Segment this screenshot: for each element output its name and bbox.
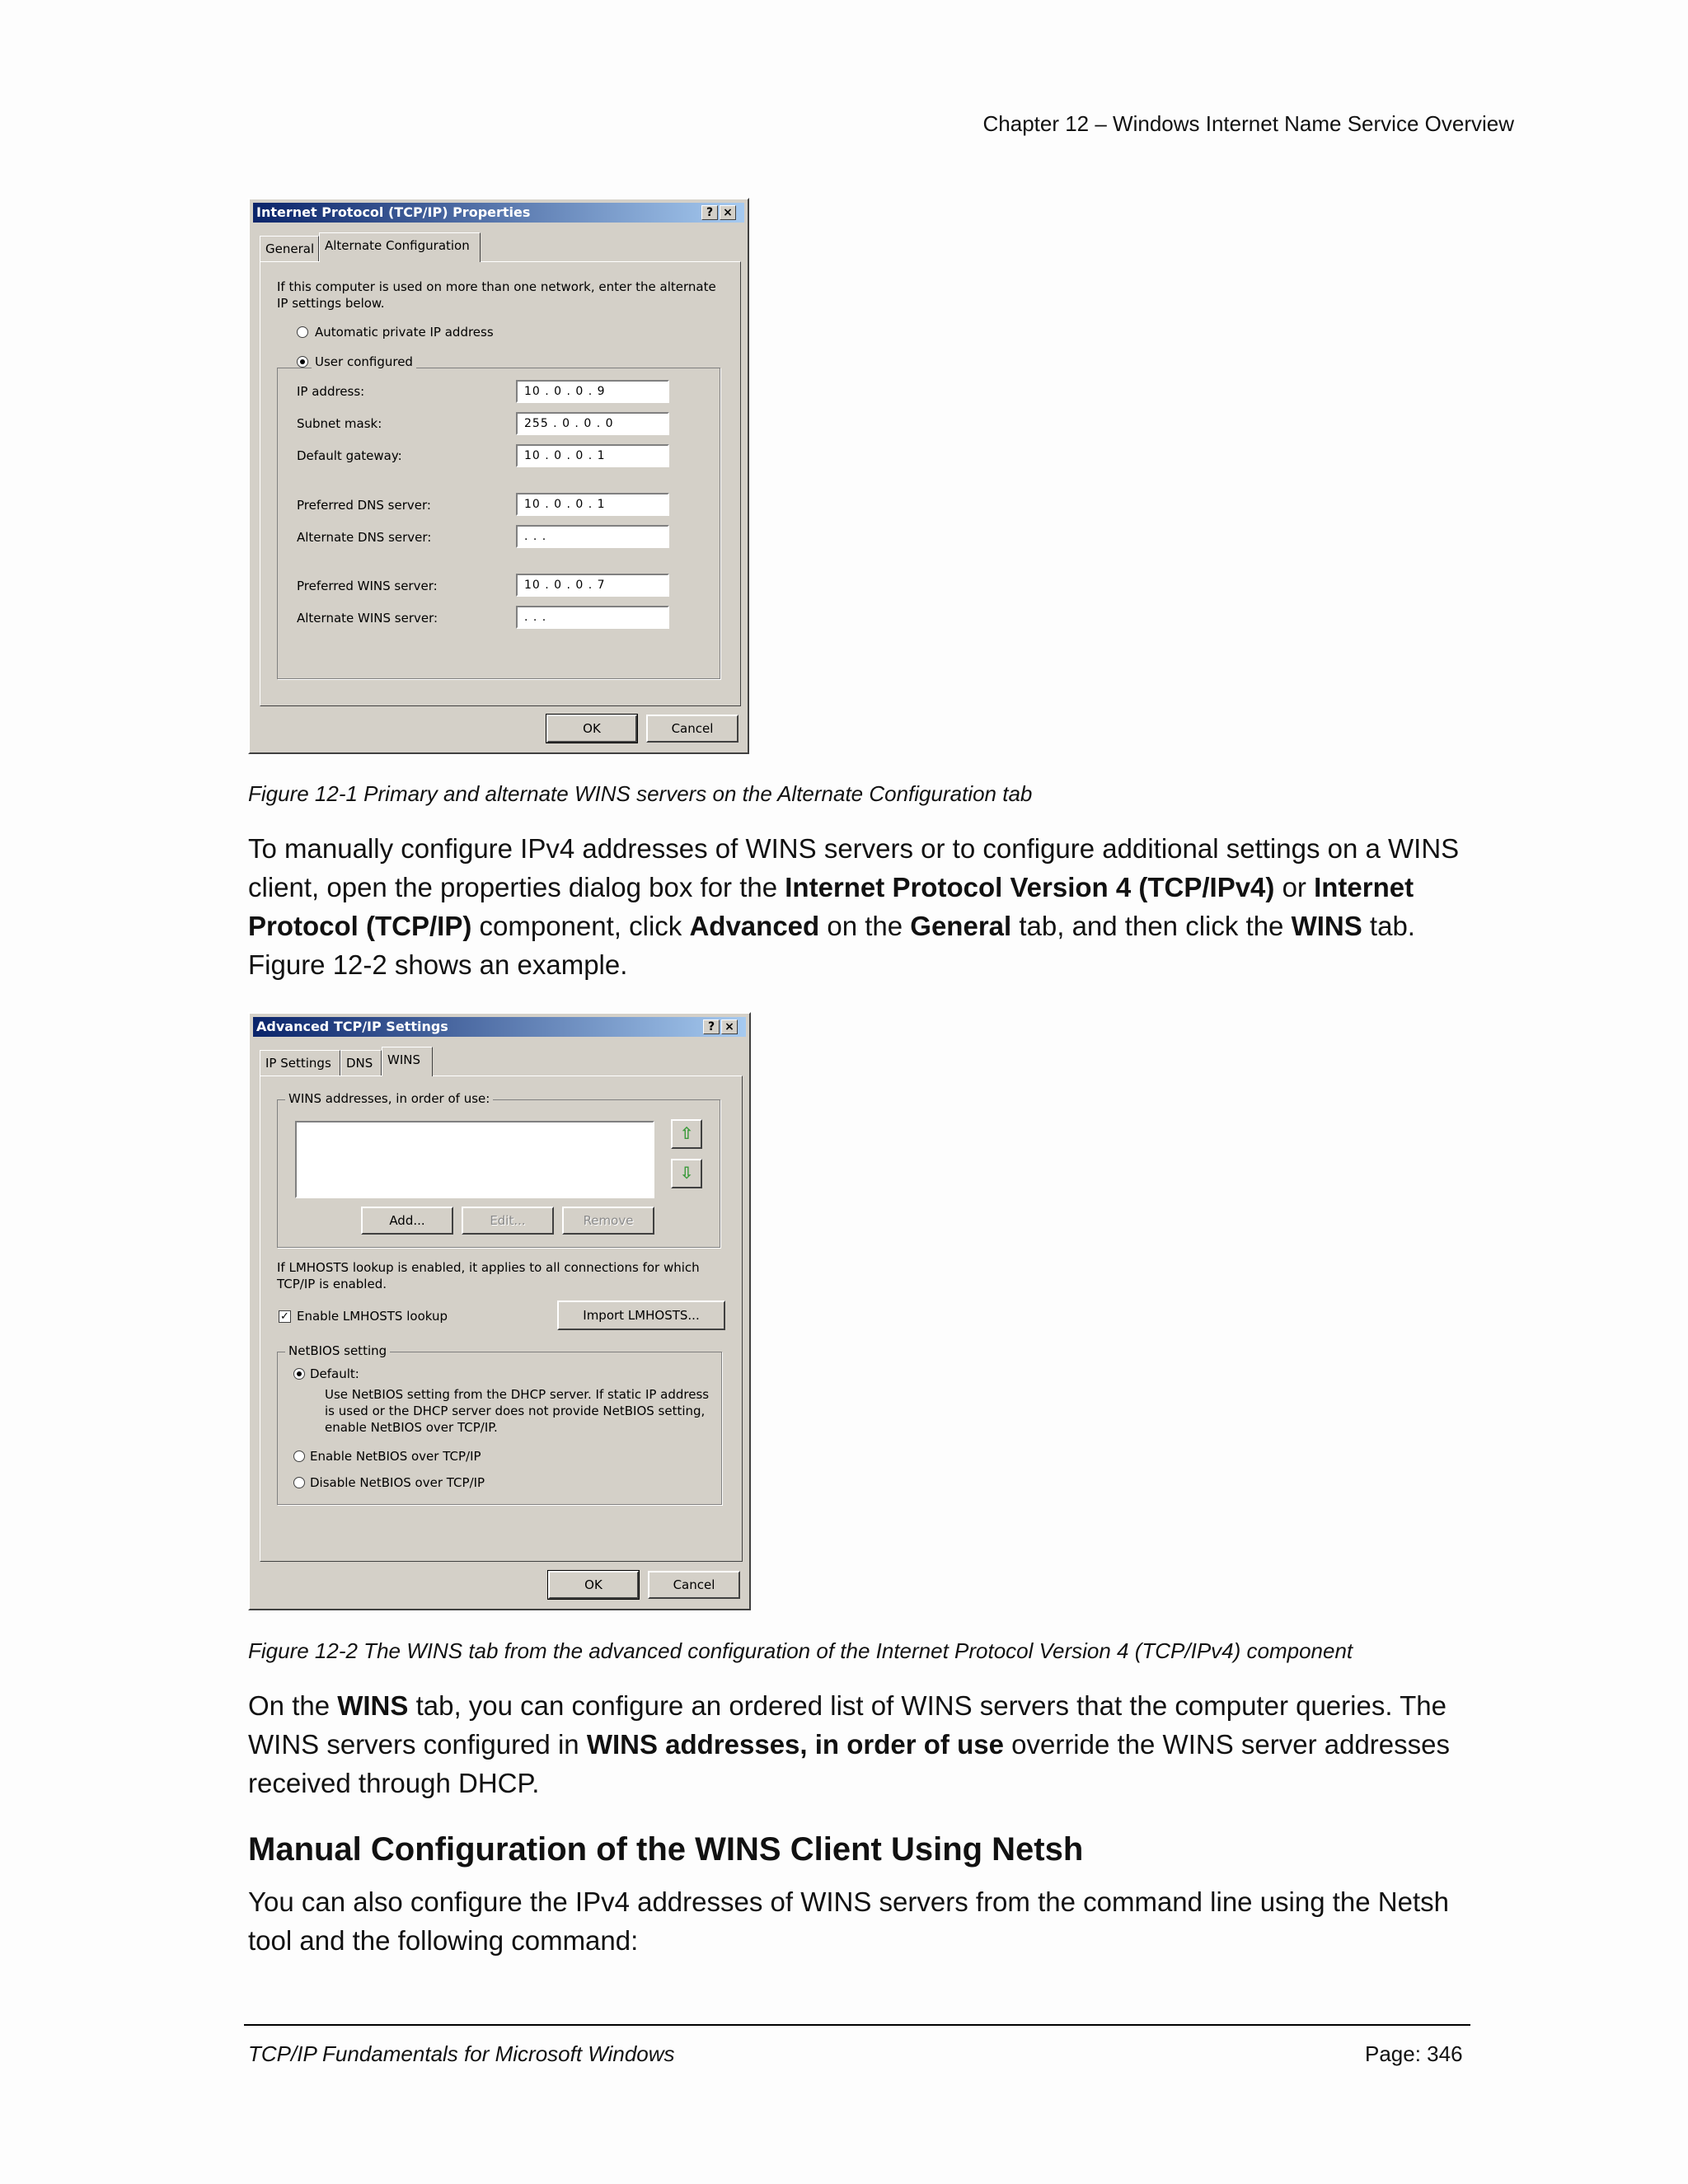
- edit-button[interactable]: Edit...: [462, 1207, 554, 1235]
- tab-ip-settings[interactable]: IP Settings: [260, 1050, 340, 1076]
- para1-bold-general: General: [910, 911, 1012, 941]
- import-lmhosts-button[interactable]: Import LMHOSTS...: [557, 1301, 725, 1330]
- enable-netbios-radio[interactable]: [293, 1451, 305, 1462]
- section-heading: Manual Configuration of the WINS Client Using Netsh: [248, 1831, 1084, 1868]
- default-gateway-field[interactable]: 10 . 0 . 0 . 1: [516, 444, 669, 467]
- lmhosts-note: If LMHOSTS lookup is enabled, it applies to all connections for which TCP/IP is enabled.: [277, 1260, 700, 1291]
- dialog-titlebar: [253, 1017, 746, 1037]
- chapter-header: Chapter 12 – Windows Internet Name Service Overview: [982, 111, 1514, 136]
- ok-button[interactable]: OK: [548, 1571, 639, 1599]
- para1-bold-tcpip: Internet Protocol (TCP/IP): [248, 872, 1414, 941]
- disable-netbios-label: Disable NetBIOS over TCP/IP: [310, 1475, 485, 1490]
- wins-addresses-legend: WINS addresses, in order of use:: [285, 1091, 493, 1106]
- para2-text: On the: [248, 1690, 338, 1721]
- paragraph-wins-tab: [248, 1686, 1484, 1802]
- enable-lmhosts-checkbox[interactable]: ✓: [279, 1310, 291, 1323]
- remove-button[interactable]: Remove: [562, 1207, 654, 1235]
- tcpip-properties-dialog: [248, 198, 749, 754]
- subnet-mask-field[interactable]: 255 . 0 . 0 . 0: [516, 412, 669, 435]
- para2-text: override the WINS server addresses received through DHCP.: [248, 1729, 1450, 1798]
- wins-addresses-list[interactable]: [295, 1121, 654, 1198]
- move-down-arrow-icon[interactable]: ⇩: [671, 1159, 702, 1188]
- enable-lmhosts-label: Enable LMHOSTS lookup: [297, 1309, 448, 1324]
- close-button[interactable]: ×: [720, 205, 736, 220]
- figure-caption-2: Figure 12-2 The WINS tab from the advanced configuration of the Internet Protocol Version 4 (TCP/IPv4) component: [248, 1638, 1353, 1663]
- dialog-title: Internet Protocol (TCP/IP) Properties: [256, 204, 531, 220]
- para1-bold-wins: WINS: [1291, 911, 1362, 941]
- ip-address-field[interactable]: 10 . 0 . 0 . 9: [516, 380, 669, 403]
- close-button[interactable]: ×: [721, 1019, 738, 1034]
- preferred-dns-label: Preferred DNS server:: [297, 498, 431, 513]
- add-button[interactable]: Add...: [361, 1207, 453, 1235]
- netbios-default-label: Default:: [310, 1366, 359, 1381]
- tab-panel: [260, 261, 741, 706]
- advanced-tcpip-settings-dialog: [248, 1012, 751, 1610]
- netbios-default-radio[interactable]: [293, 1368, 305, 1380]
- dialog-titlebar: [253, 203, 744, 223]
- default-gateway-label: Default gateway:: [297, 448, 402, 463]
- alternate-wins-field[interactable]: . . .: [516, 606, 669, 629]
- subnet-mask-label: Subnet mask:: [297, 416, 382, 431]
- move-up-arrow-icon[interactable]: ⇧: [671, 1119, 702, 1149]
- help-button[interactable]: ?: [701, 205, 718, 220]
- preferred-dns-field[interactable]: 10 . 0 . 0 . 1: [516, 493, 669, 516]
- footer-page-number: Page: 346: [1365, 2041, 1463, 2066]
- footer-book-title: TCP/IP Fundamentals for Microsoft Windows: [248, 2041, 675, 2066]
- user-configured-label: User configured: [312, 354, 416, 369]
- disable-netbios-radio[interactable]: [293, 1477, 305, 1488]
- para1-text: or: [1274, 872, 1315, 902]
- tab-general[interactable]: General: [260, 236, 319, 262]
- ip-address-label: IP address:: [297, 384, 365, 399]
- footer-divider: [244, 2024, 1470, 2026]
- para2-text: tab, you can configure an ordered list of WINS servers that the computer queries. The WINS servers configured in: [248, 1690, 1447, 1760]
- netbios-setting-legend: NetBIOS setting: [285, 1343, 390, 1358]
- dialog-title: Advanced TCP/IP Settings: [256, 1019, 448, 1034]
- cancel-button[interactable]: Cancel: [646, 715, 738, 743]
- alternate-dns-label: Alternate DNS server:: [297, 530, 432, 545]
- tab-alternate-configuration[interactable]: Alternate Configuration: [319, 232, 481, 262]
- para1-bold-tcpipv4: Internet Protocol Version 4 (TCP/IPv4): [785, 872, 1275, 902]
- tab-panel: [260, 1076, 743, 1562]
- netbios-default-description: Use NetBIOS setting from the DHCP server. If static IP address is used or the DHCP server does not provide NetBIOS setting, enable NetBIOS over TCP/IP.: [325, 1387, 710, 1435]
- alternate-wins-label: Alternate WINS server:: [297, 611, 438, 626]
- para1-text: component, click: [471, 911, 690, 941]
- preferred-wins-field[interactable]: 10 . 0 . 0 . 7: [516, 574, 669, 597]
- para1-text: tab, and then click the: [1011, 911, 1292, 941]
- user-configured-radio[interactable]: [297, 356, 308, 368]
- tab-dns[interactable]: DNS: [340, 1050, 382, 1076]
- enable-netbios-label: Enable NetBIOS over TCP/IP: [310, 1449, 481, 1464]
- alternate-dns-field[interactable]: . . .: [516, 525, 669, 548]
- figure-caption-1: Figure 12-1 Primary and alternate WINS servers on the Alternate Configuration tab: [248, 781, 1033, 806]
- preferred-wins-label: Preferred WINS server:: [297, 579, 438, 593]
- para2-bold-wins-addresses: WINS addresses, in order of use: [586, 1729, 1004, 1760]
- tab-wins[interactable]: WINS: [382, 1047, 433, 1076]
- para1-text: To manually configure IPv4 addresses of WINS servers or to configure additional settings on a WINS client, open the properties dialog box for the: [248, 833, 1460, 902]
- para1-bold-advanced: Advanced: [689, 911, 820, 941]
- ok-button[interactable]: OK: [546, 715, 637, 743]
- automatic-private-ip-label: Automatic private IP address: [315, 325, 494, 340]
- para2-bold-wins: WINS: [337, 1690, 409, 1721]
- cancel-button[interactable]: Cancel: [648, 1571, 740, 1599]
- para1-text: on the: [819, 911, 911, 941]
- help-button[interactable]: ?: [703, 1019, 720, 1034]
- alternate-intro-text: If this computer is used on more than one network, enter the alternate IP settings below.: [277, 279, 716, 311]
- paragraph-netsh: You can also configure the IPv4 addresses of WINS servers from the command line using the Netsh tool and the following command:: [248, 1886, 1450, 1956]
- para1-text: tab. Figure 12-2 shows an example.: [248, 911, 1415, 980]
- paragraph-advanced-wins: [248, 829, 1484, 984]
- automatic-private-ip-radio[interactable]: [297, 326, 308, 338]
